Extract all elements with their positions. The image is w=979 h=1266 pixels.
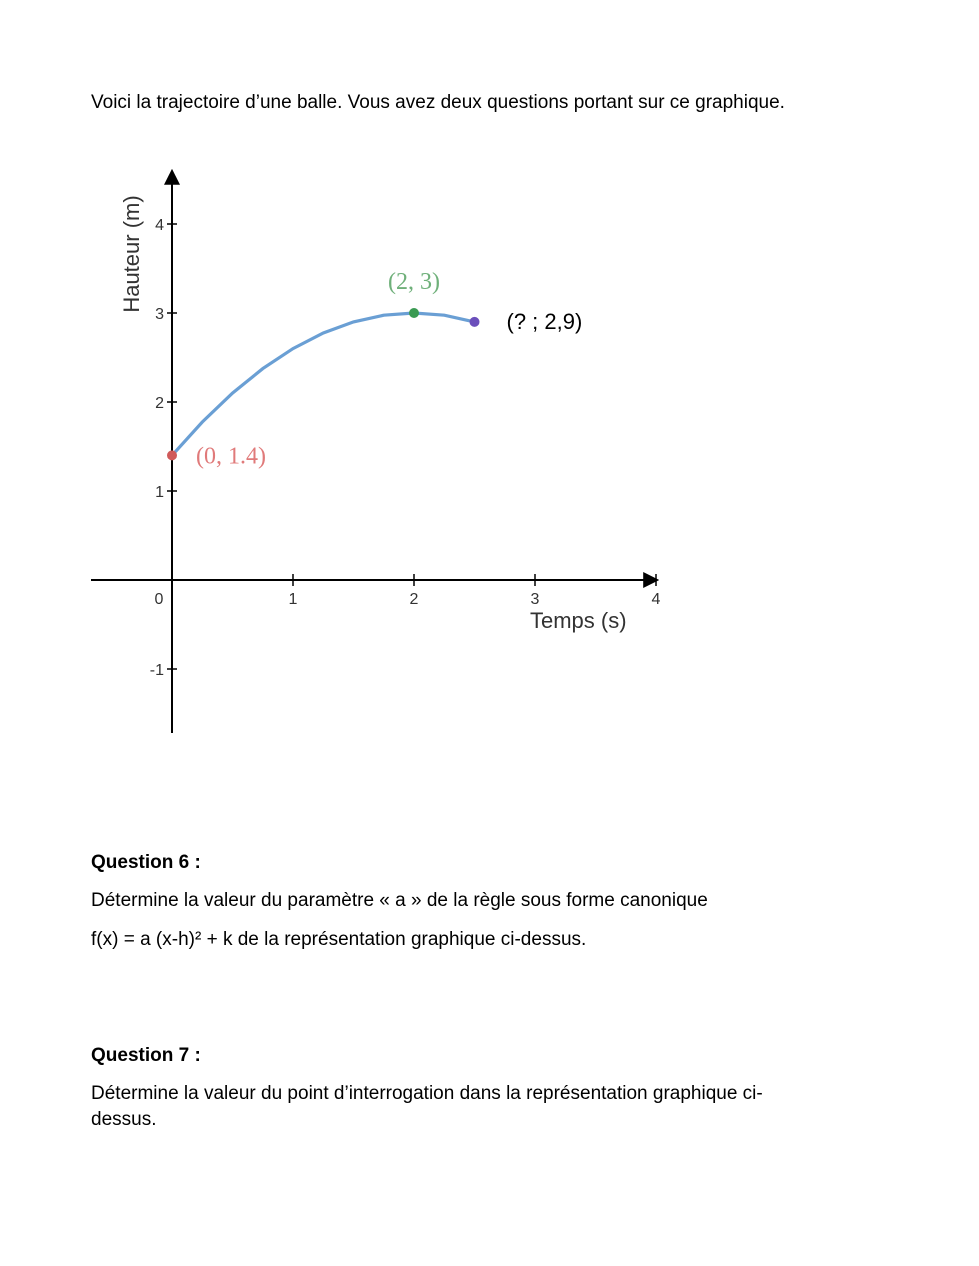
x-tick-label: 1 xyxy=(288,591,298,608)
point-label: (? ; 2,9) xyxy=(506,308,583,334)
y-tick-label: 1 xyxy=(155,484,164,501)
question-6-line-1: Détermine la valeur du paramètre « a » de la règle sous forme canonique xyxy=(91,890,708,911)
question-7-line-1: Détermine la valeur du point d’interrogation dans la représentation graphique ci- xyxy=(91,1083,763,1104)
data-point xyxy=(167,450,177,460)
point-label: (2, 3) xyxy=(388,269,440,295)
x-axis-label: Temps (s) xyxy=(530,608,627,633)
y-axis-label: Hauteur (m) xyxy=(119,195,144,313)
x-tick-label: 0 xyxy=(154,591,164,608)
data-point xyxy=(409,308,419,318)
trajectory-curve xyxy=(172,313,475,455)
y-tick-label: 2 xyxy=(155,395,164,412)
y-tick-label: 4 xyxy=(155,217,164,234)
x-tick-label: 3 xyxy=(530,591,540,608)
intro-text: Voici la trajectoire d’une balle. Vous avez deux questions portant sur ce graphique. xyxy=(91,92,785,113)
question-6-line-2: f(x) = a (x-h)² + k de la représentation graphique ci-dessus. xyxy=(91,929,587,950)
x-tick-label: 4 xyxy=(651,591,661,608)
y-tick-label: -1 xyxy=(149,662,164,679)
y-tick-label: 3 xyxy=(155,306,164,323)
question-6-title: Question 6 : xyxy=(91,852,201,873)
point-label: (0, 1.4) xyxy=(196,443,266,470)
data-point xyxy=(470,317,480,327)
x-tick-label: 2 xyxy=(409,591,419,608)
question-7-title: Question 7 : xyxy=(91,1045,201,1066)
question-7-line-2: dessus. xyxy=(91,1109,157,1130)
